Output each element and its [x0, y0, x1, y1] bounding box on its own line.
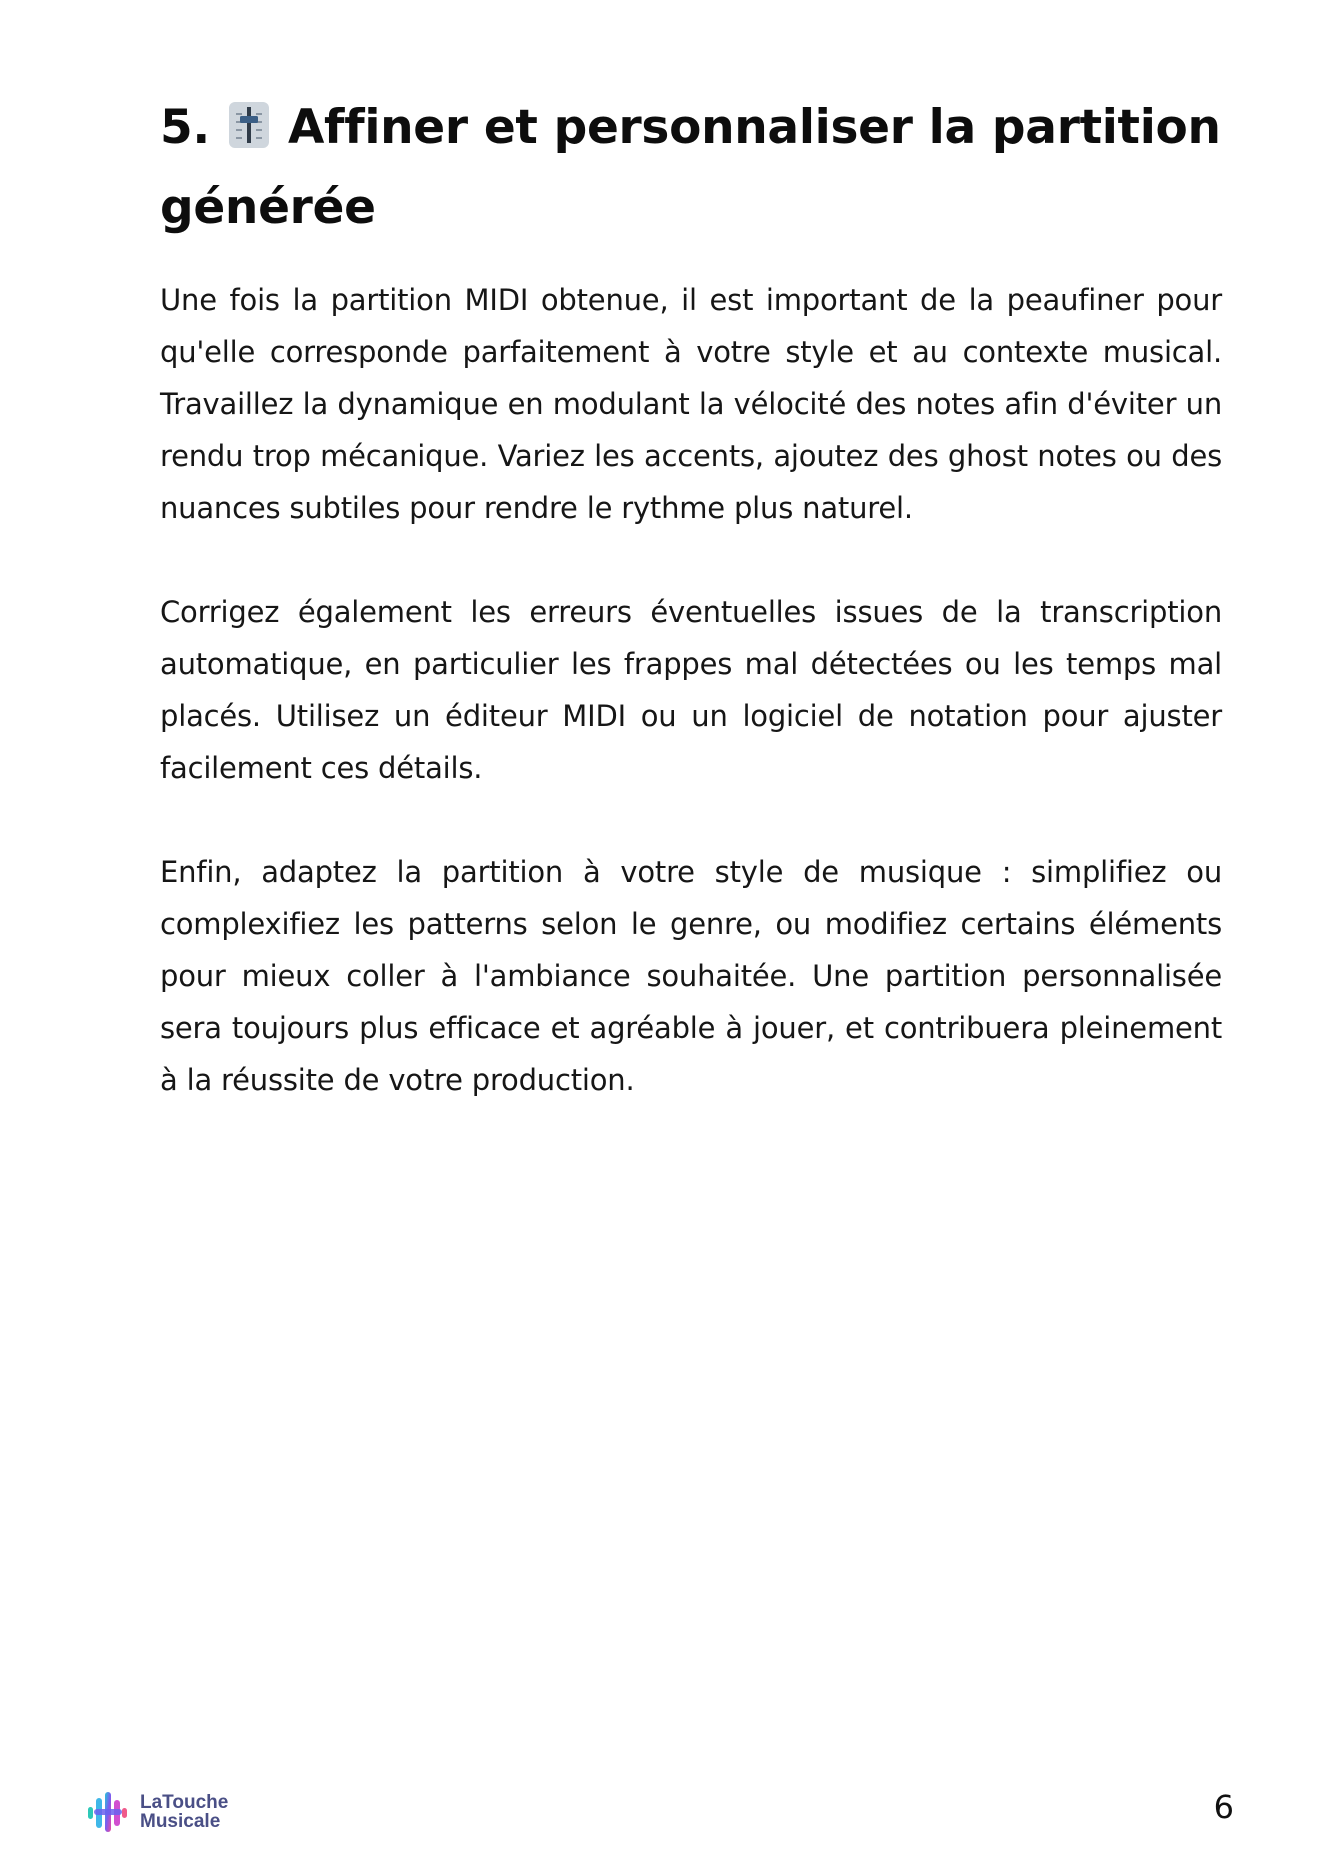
- brand-name-line1: LaTouche: [140, 1792, 229, 1813]
- page-number: 6: [1213, 1788, 1234, 1826]
- section-title: Affiner et personnaliser la partition générée: [160, 100, 1221, 235]
- paragraph-1: Une fois la partition MIDI obtenue, il est important de la peaufiner pour qu'elle corresponde parfaitement à votre style et au contexte musical. Travaillez la dynamique en modulant la vélocité des notes afin d'éviter un rendu trop mécanique. Variez les accents, ajoutez des ghost notes ou des nuances subtiles pour rendre le rythme plus naturel.: [160, 283, 1222, 525]
- section-number: 5.: [160, 100, 210, 155]
- brand-name: [140, 1793, 228, 1831]
- level-slider-icon: [228, 101, 270, 149]
- section-heading: [160, 88, 1222, 248]
- paragraph-2: Corrigez également les erreurs éventuelles issues de la transcription automatique, en particulier les frappes mal détectées ou les temps mal placés. Utilisez un éditeur MIDI ou un logiciel de notation pour ajuster facilement ces détails.: [160, 595, 1222, 785]
- waveform-logo-icon: [86, 1790, 128, 1834]
- page-content: [160, 88, 1222, 1106]
- brand-logo: [86, 1789, 228, 1835]
- brand-name-line2: Musicale: [140, 1811, 221, 1832]
- paragraph-3: Enfin, adaptez la partition à votre style de musique : simplifiez ou complexifiez les patterns selon le genre, ou modifiez certains éléments pour mieux coller à l'ambiance souhaitée. Une partition personnalisée sera toujours plus efficace et agréable à jouer, et contribuera pleinement à la réussite de votre production.: [160, 855, 1222, 1097]
